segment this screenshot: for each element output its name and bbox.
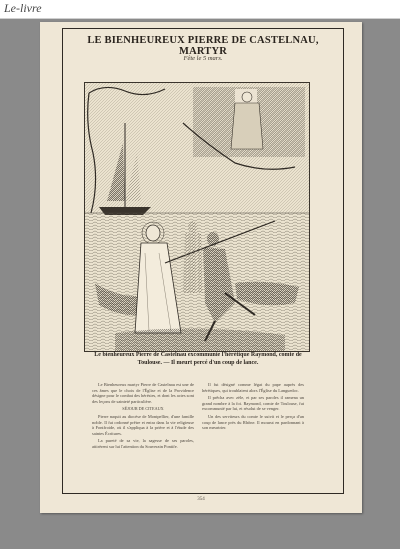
caption-line-2: Toulouse. — Il meurt percé d'un coup de lance. — [137, 359, 259, 366]
site-header — [0, 0, 400, 19]
paragraph: Il fut désigné comme légat du pape auprès des hérétiques, qui troublaient alors l'Église du Languedoc. — [202, 382, 304, 393]
paragraph: Le Bienheureux martyr Pierre de Castelnau est une de ces âmes que le choix de l'Église et de la Providence désigne pour le combat des hérésies, et dont les actes sont des leçons de sainteté particulière. — [92, 382, 194, 404]
engraving-svg — [85, 83, 309, 351]
page-title: LE BIENHEUREUX PIERRE DE CASTELNAU, MARTYR — [87, 35, 319, 57]
paragraph: La pureté de sa vie, la sagesse de ses paroles, attirèrent sur lui l'attention du Souverain Pontife. — [92, 438, 194, 449]
site-logo[interactable]: Le-livre — [4, 1, 42, 15]
engraving-caption — [92, 352, 304, 367]
paragraph: Pierre naquit au diocèse de Montpellier, d'une famille noble. Il fut ordonné prêtre et entra dans la vie religieuse à Fontfroide, où il s'appliqua à la prière et à l'étude des saintes Écritures. — [92, 413, 194, 436]
text-column-2 — [202, 382, 304, 482]
caption-line-1: Le bienheureux Pierre de Castelnau excommunie l'hérétique Raymond, comte de — [94, 352, 302, 358]
paragraph: Il prêcha avec zèle, et par ses paroles il ramena un grand nombre à la foi. Raymond, comte de Toulouse, fut excommunié par lui, et résolut de se venger. — [202, 395, 304, 412]
section-subheading: SÉJOUR DE CITEAUX — [122, 406, 164, 412]
feast-date: Fête le 5 mars. — [183, 55, 223, 62]
page-number: 354 — [197, 497, 205, 502]
text-column-1 — [92, 382, 194, 482]
engraving-illustration — [84, 82, 310, 352]
paragraph: Un des serviteurs du comte le suivit et le perça d'un coup de lance près du Rhône. Il mourut en pardonnant à son meurtrier. — [202, 413, 304, 431]
document-page — [40, 22, 362, 513]
body-text — [92, 382, 304, 482]
